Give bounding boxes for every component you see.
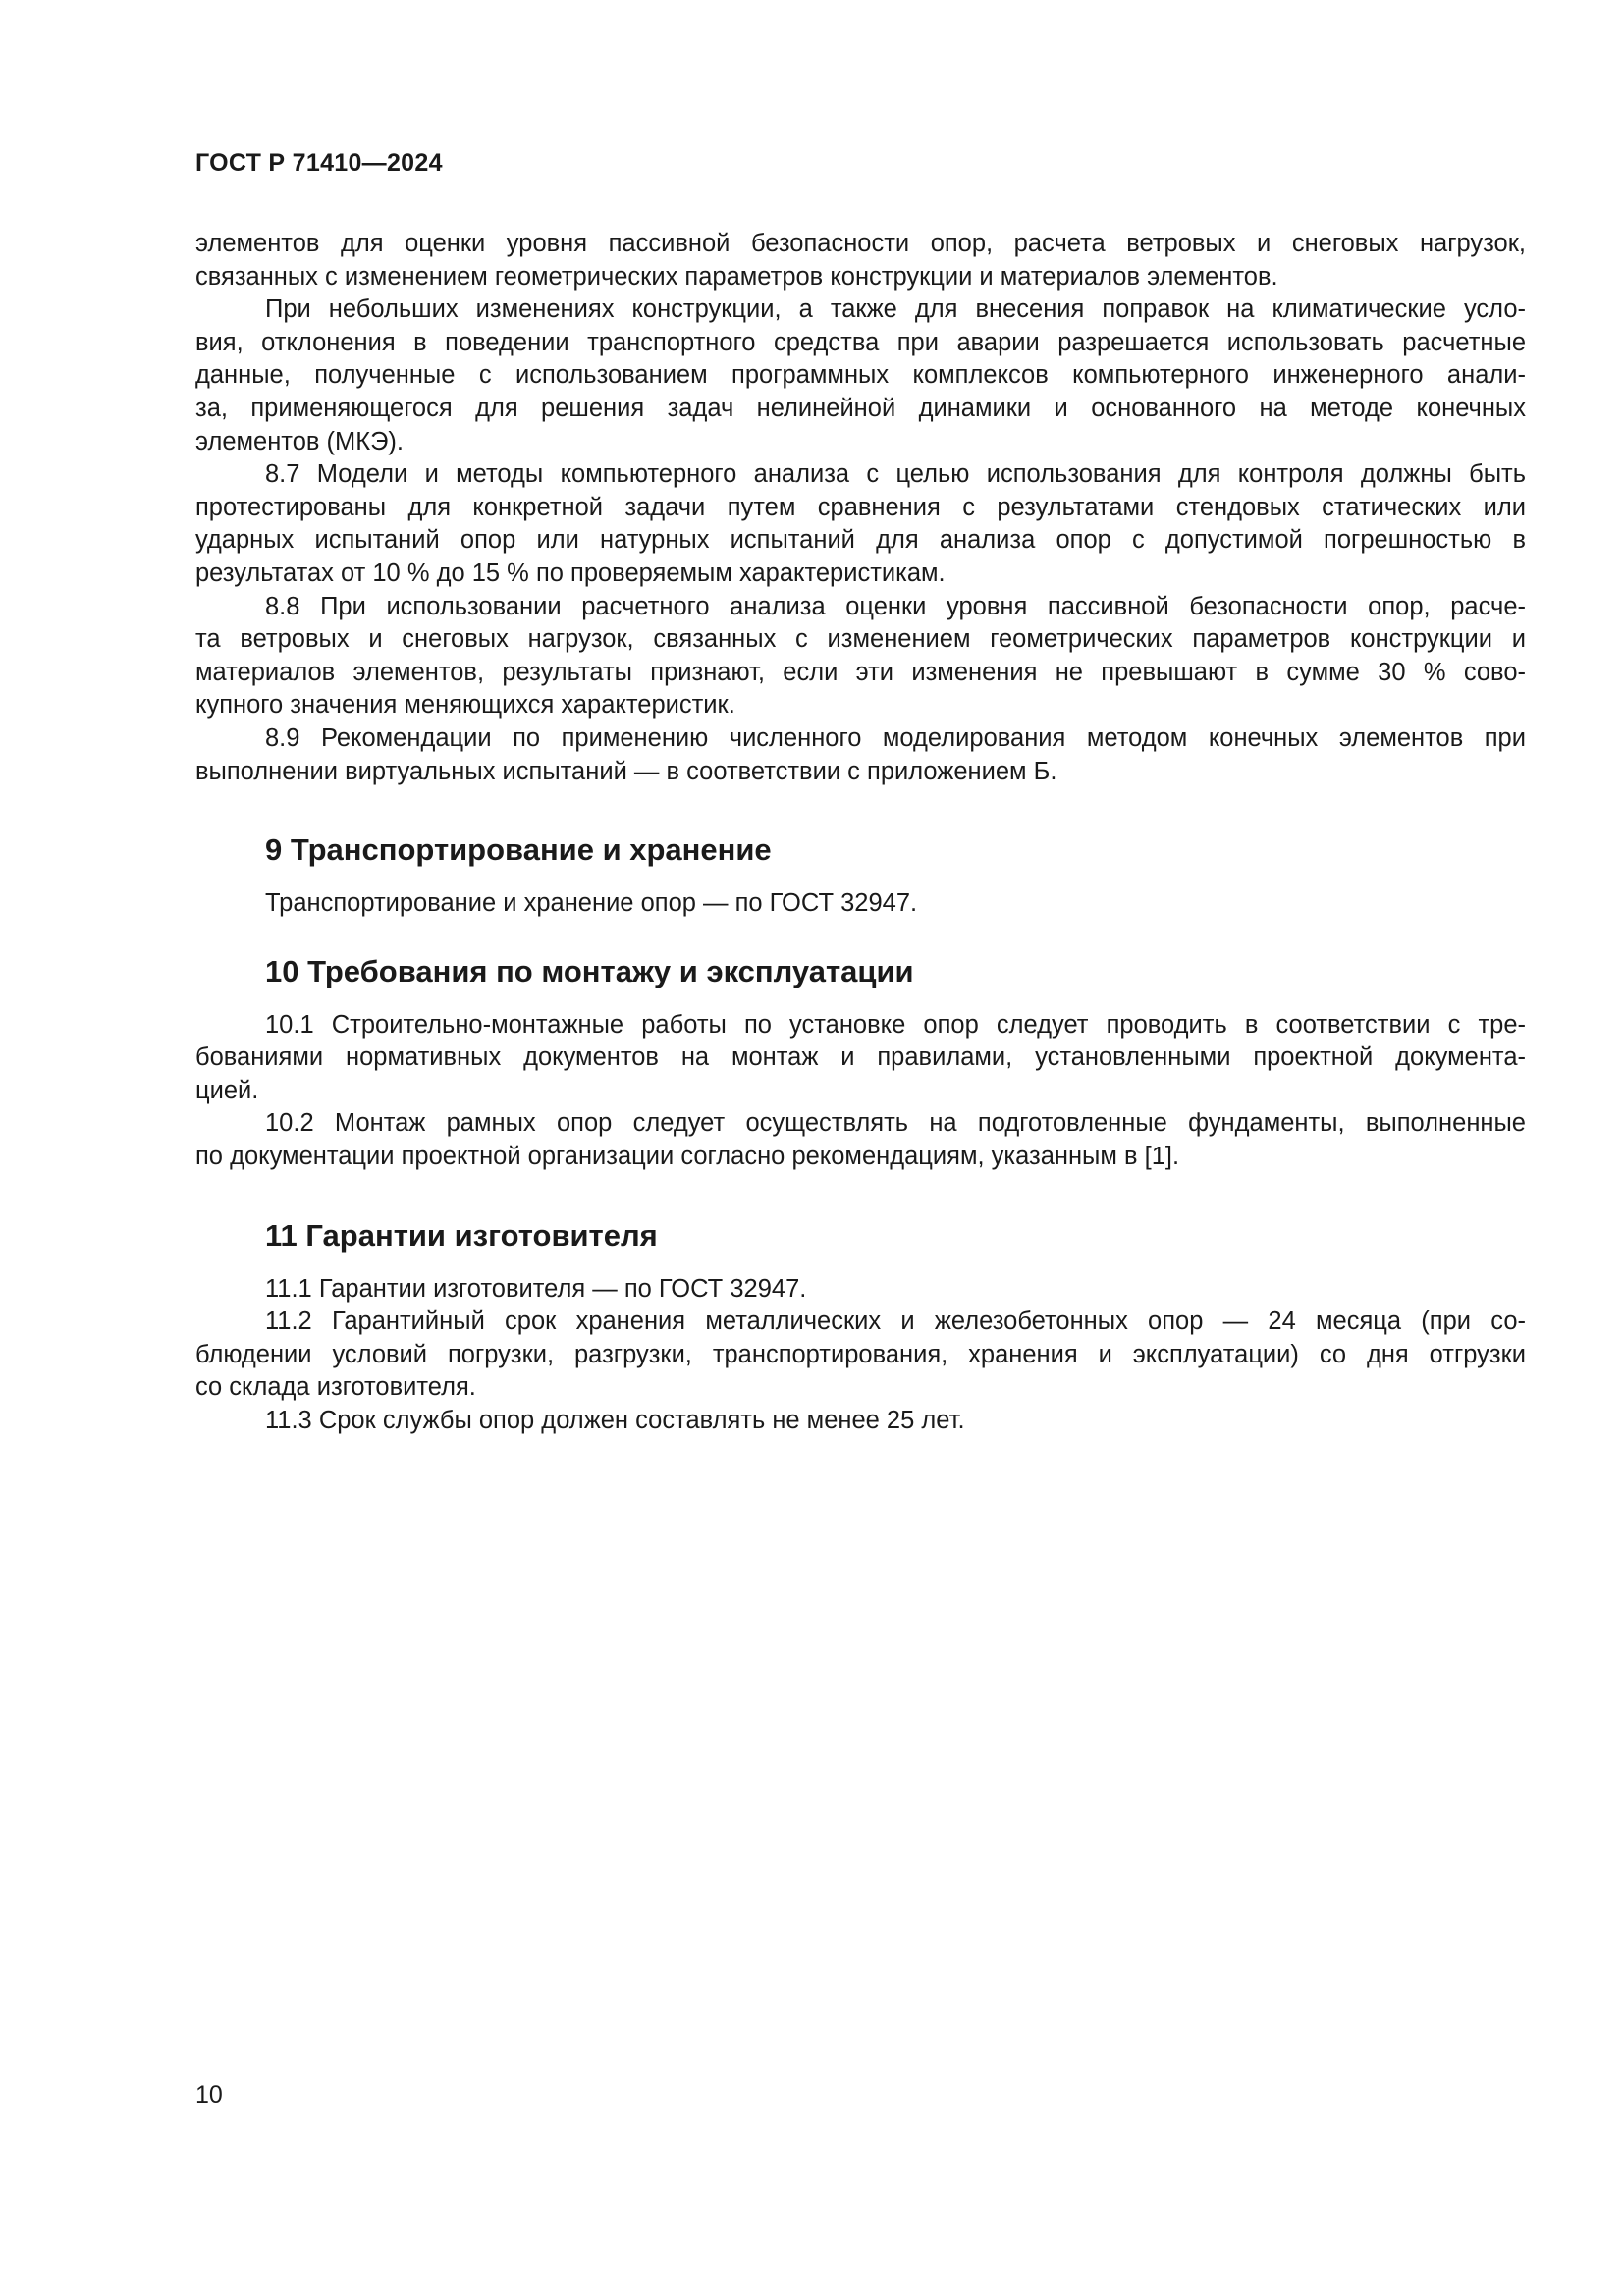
document-header-id: ГОСТ Р 71410—2024 — [195, 149, 443, 177]
text-line: При небольших изменениях конструкции, а также для внесения поправок на климатические усло- — [265, 295, 1526, 324]
text-line: бованиями нормативных документов на монтаж и правилами, установленными проектной документа- — [195, 1043, 1526, 1072]
section-9-title: 9 Транспортирование и хранение — [265, 832, 772, 868]
text-line: купного значения меняющихся характеристик. — [195, 691, 735, 720]
section-10-title: 10 Требования по монтажу и эксплуатации — [265, 953, 914, 988]
text-line: результатах от 10 % до 15 % по проверяемым характеристикам. — [195, 559, 946, 587]
text-line: 11.3 Срок службы опор должен составлять не менее 25 лет. — [265, 1407, 965, 1435]
text-line: вия, отклонения в поведении транспортного средства при аварии разрешается использовать расчетные — [195, 328, 1526, 356]
text-line: 10.2 Монтаж рамных опор следует осуществлять на подготовленные фундаменты, выполненные — [265, 1109, 1526, 1138]
paragraph-8-7 — [195, 458, 1526, 590]
text-line: 8.9 Рекомендации по применению численного моделирования методом конечных элементов при — [265, 723, 1526, 752]
text-line: 8.8 При использовании расчетного анализа оценки уровня пассивной безопасности опор, расче- — [265, 592, 1526, 620]
text-line: связанных с изменением геометрических параметров конструкции и материалов элементов. — [195, 262, 1278, 291]
paragraph-changes — [195, 294, 1526, 458]
document-body — [195, 228, 1526, 1438]
paragraph-8-9 — [195, 722, 1526, 788]
text-line: ударных испытаний опор или натурных испытаний для анализа опор с допустимой погрешностью в — [195, 526, 1526, 555]
text-line: цией. — [195, 1076, 259, 1104]
text-line: за, применяющегося для решения задач нелинейной динамики и основанного на методе конечных — [195, 394, 1526, 422]
text-line: выполнении виртуальных испытаний — в соответствии с приложением Б. — [195, 757, 1057, 785]
text-line: блюдении условий погрузки, разгрузки, транспортирования, хранения и эксплуатации) со дня отгрузки — [195, 1340, 1526, 1368]
page-number: 10 — [195, 2081, 223, 2109]
text-line: элементов для оценки уровня пассивной безопасности опор, расчета ветровых и снеговых нагрузок, — [195, 230, 1526, 257]
text-line: 11.1 Гарантии изготовителя — по ГОСТ 32947. — [265, 1274, 807, 1303]
paragraph-10-2 — [195, 1107, 1526, 1173]
text-line: данные, полученные с использованием программных комплексов компьютерного инженерного анали- — [195, 361, 1526, 390]
text-line: протестированы для конкретной задачи путем сравнения с результатами стендовых статических или — [195, 493, 1526, 521]
text-line: по документации проектной организации согласно рекомендациям, указанным в [1]. — [195, 1143, 1180, 1171]
paragraph-11-2 — [195, 1306, 1526, 1405]
text-line: 11.2 Гарантийный срок хранения металлических и железобетонных опор — 24 месяца (при со- — [265, 1308, 1526, 1336]
paragraph-11-1 — [195, 1273, 1526, 1307]
text-line: 10.1 Строительно-монтажные работы по установке опор следует проводить в соответствии с тре- — [265, 1010, 1526, 1039]
text-line: та ветровых и снеговых нагрузок, связанных с изменением геометрических параметров конструкции и — [195, 625, 1526, 654]
text-line: 8.7 Модели и методы компьютерного анализа с целью использования для контроля должны быть — [265, 460, 1526, 489]
section-11-title: 11 Гарантии изготовителя — [265, 1217, 658, 1253]
text-line: Транспортирование и хранение опор — по ГОСТ 32947. — [265, 889, 918, 918]
text-line: материалов элементов, результаты признают, если эти изменения не превышают в сумме 30 % сово- — [195, 658, 1526, 686]
paragraph-10-1 — [195, 1009, 1526, 1108]
text-line: со склада изготовителя. — [195, 1373, 476, 1402]
paragraph-8-8 — [195, 591, 1526, 722]
paragraph-section-9 — [195, 887, 1526, 921]
paragraph-continuation — [195, 228, 1526, 294]
text-line: элементов (МКЭ). — [195, 427, 405, 455]
paragraph-11-3 — [195, 1405, 1526, 1438]
